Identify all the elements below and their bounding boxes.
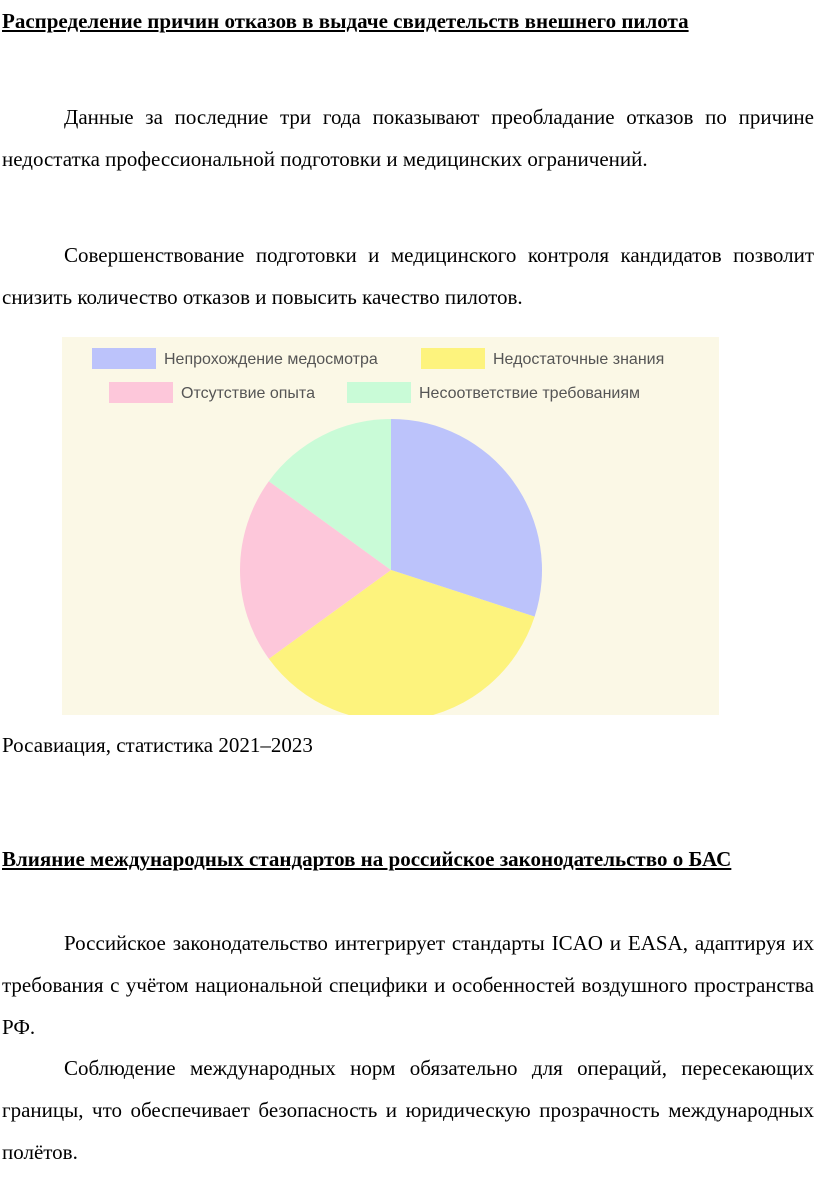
legend-swatch xyxy=(347,382,411,403)
paragraph: Данные за последние три года показывают преобладание отказов по причине недостатка профессиональной подготовки и медицинских ограничений. xyxy=(2,105,814,171)
legend-swatch xyxy=(421,348,485,369)
legend-swatch xyxy=(92,348,156,369)
chart-caption: Росавиация, статистика 2021–2023 xyxy=(2,733,313,757)
paragraph: Соблюдение международных норм обязательно для операций, пересекающих границы, что обеспечивает безопасность и юридическую прозрачность международных полётов. xyxy=(2,1056,814,1164)
legend-label: Несоответствие требованиям xyxy=(419,385,641,402)
paragraph: Российское законодательство интегрирует стандарты ICAO и EASA, адаптируя их требования с учётом национальной специфики и особенностей воздушного пространства РФ. xyxy=(2,931,814,1039)
pie-chart-svg xyxy=(62,337,719,715)
paragraph: Совершенствование подготовки и медицинского контроля кандидатов позволит снизить количество отказов и повысить качество пилотов. xyxy=(2,243,814,309)
section-heading: Распределение причин отказов в выдаче свидетельств внешнего пилота xyxy=(2,9,689,33)
pie-chart xyxy=(62,337,719,715)
section-heading: Влияние международных стандартов на российское законодательство о БАС xyxy=(2,847,732,871)
legend-label: Отсутствие опыта xyxy=(181,385,315,402)
legend-swatch xyxy=(109,382,173,403)
legend-label: Недостаточные знания xyxy=(493,351,665,368)
legend-label: Непрохождение медосмотра xyxy=(164,351,378,368)
